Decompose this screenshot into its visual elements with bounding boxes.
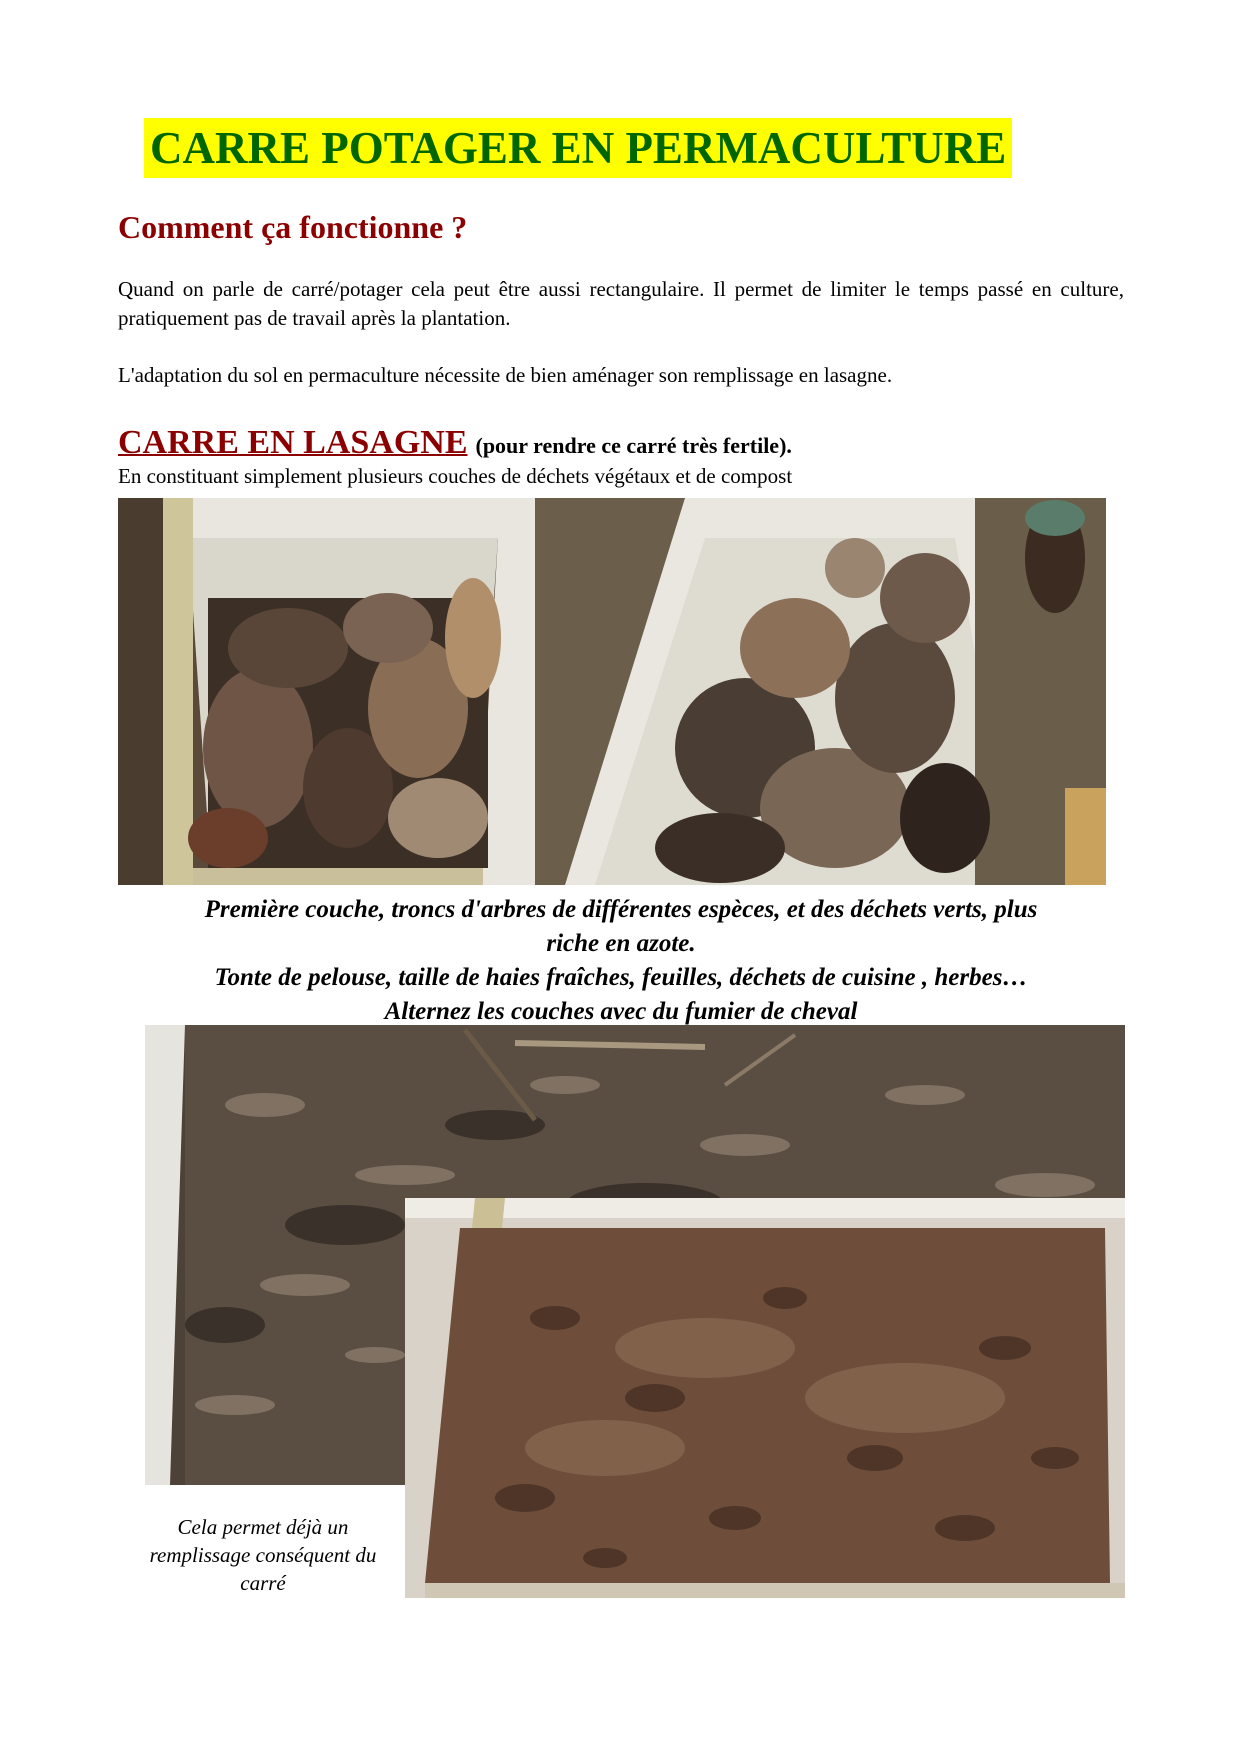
caption-line-1: Première couche, troncs d'arbres de différentes espèces, et des déchets verts, plus (204, 896, 1038, 923)
caption-first-layer (118, 893, 1124, 1029)
caption-line-2: riche en azote. (546, 930, 696, 957)
caption-line-4: Alternez les couches avec du fumier de cheval (384, 998, 858, 1025)
photo-logs-box-left (118, 498, 535, 885)
paragraph-soil: L'adaptation du sol en permaculture nécessite de bien aménager son remplissage en lasagne. (118, 363, 893, 387)
lasagne-intro: En constituant simplement plusieurs couches de déchets végétaux et de compost (118, 464, 793, 488)
section-heading-how-it-works: Comment ça fonctionne ? (118, 209, 468, 245)
side-caption (118, 1513, 408, 1597)
page-title: CARRE POTAGER EN PERMACULTURE (144, 118, 1012, 178)
side-caption-line-1: Cela permet déjà un (177, 1515, 349, 1539)
side-caption-line-3: carré (240, 1571, 286, 1595)
photo-compost-layer (405, 1198, 1125, 1598)
caption-line-3: Tonte de pelouse, taille de haies fraîches, feuilles, déchets de cuisine , herbes… (214, 964, 1028, 991)
side-caption-line-2: remplissage conséquent du (149, 1543, 377, 1567)
paragraph-intro: Quand on parle de carré/potager cela peut être aussi rectangulaire. Il permet de limiter le temps passé en culture, pratiquement pas de travail après la plantation. (118, 277, 1124, 330)
lasagne-heading-note: (pour rendre ce carré très fertile). (475, 433, 792, 458)
lasagne-heading-text: CARRE EN LASAGNE (118, 424, 468, 461)
photo-logs-box-right (535, 498, 1106, 885)
